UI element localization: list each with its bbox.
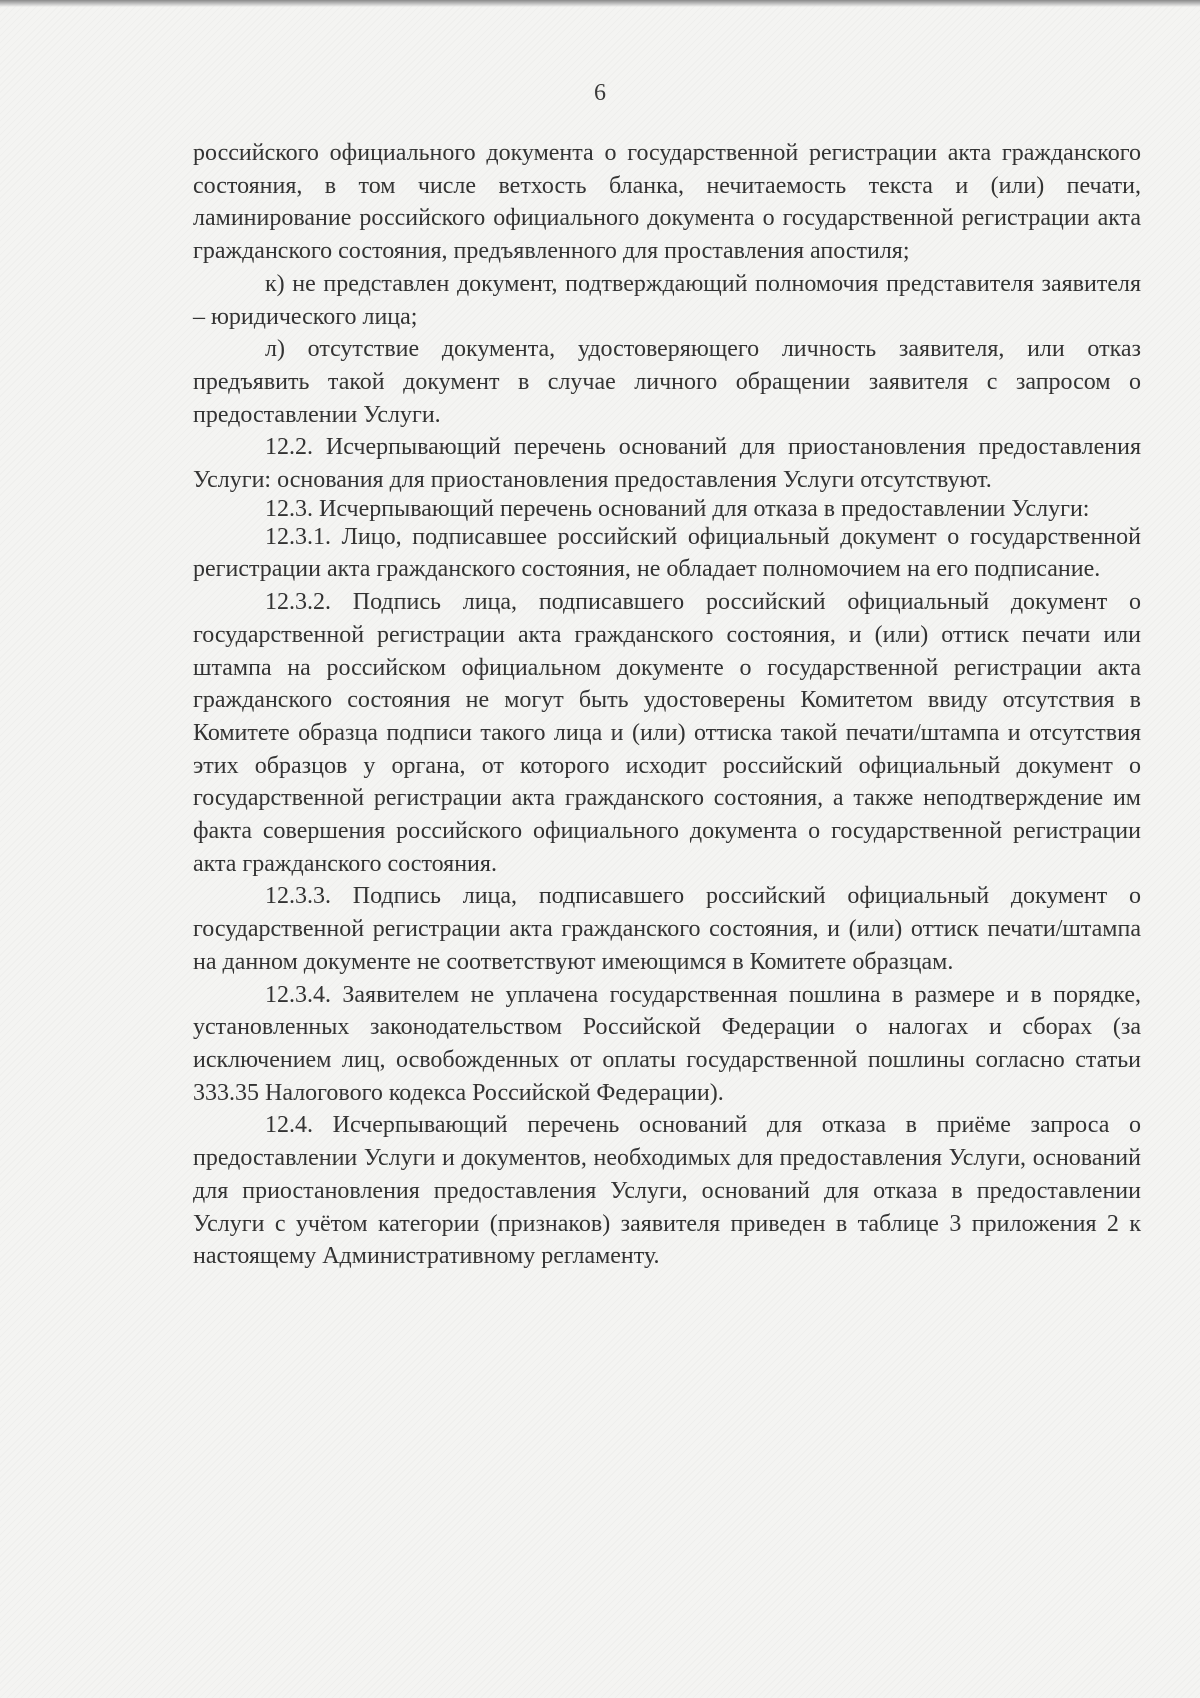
paragraph-12-4: 12.4. Исчерпывающий перечень оснований для отказа в приёме запроса о предоставлении Услуги и документов, необходимых для предоставления Услуги, оснований для приостановления предоставления Услуги, оснований для отказа в предоставлении Услуги с учётом категории (признаков) заявителя приведен в таблице 3 приложения 2 к настоящему Административному регламенту. <box>193 1112 1141 1270</box>
paragraph-12-3-3: 12.3.3. Подпись лица, подписавшего российский официальный документ о государственной регистрации акта гражданского состояния, и (или) оттиск печати/штампа на данном документе не соответствуют имеющимся в Комитете образцам. <box>193 883 1141 975</box>
paragraph-12-3: 12.3. Исчерпывающий перечень оснований для отказа в предоставлении Услуги: <box>265 495 1090 522</box>
paragraph-continuation: российского официального документа о государственной регистрации акта гражданского состояния, в том числе ветхость бланка, нечитаемость текста и (или) печати, ламинирование российского официального документа о государственной регистрации акта гражданского состояния, предъявленного для проставления апостиля; <box>193 140 1141 265</box>
page-number: 6 <box>594 80 606 106</box>
document-body <box>193 137 1141 1273</box>
scan-edge-shadow <box>0 0 1200 7</box>
paragraph-12-3-4: 12.3.4. Заявителем не уплачена государственная пошлина в размере и в порядке, установленных законодательством Российской Федерации о налогах и сборах (за исключением лиц, освобожденных от оплаты государственной пошлины согласно статьи 333.35 Налогового кодекса Российской Федерации). <box>193 981 1141 1106</box>
paragraph-12-2: 12.2. Исчерпывающий перечень оснований для приостановления предоставления Услуги: основания для приостановления предоставления Услуги отсутствуют. <box>193 434 1141 494</box>
paragraph-12-3-1: 12.3.1. Лицо, подписавшее российский официальный документ о государственной регистрации акта гражданского состояния, не обладает полномочием на его подписание. <box>193 523 1141 583</box>
paragraph-item-l: л) отсутствие документа, удостоверяющего личность заявителя, или отказ предъявить такой документ в случае личного обращении заявителя с запросом о предоставлении Услуги. <box>193 336 1141 428</box>
paragraph-12-3-2: 12.3.2. Подпись лица, подписавшего российский официальный документ о государственной регистрации акта гражданского состояния, и (или) оттиск печати или штампа на российском официальном документе о государственной регистрации акта гражданского состояния не могут быть удостоверены Комитетом ввиду отсутствия в Комитете образца подписи такого лица и (или) оттиска такой печати/штампа и отсутствия этих образцов у органа, от которого исходит российский официальный документ о государственной регистрации акта гражданского состояния, а также неподтверждение им факта совершения российского официального документа о государственной регистрации акта гражданского состояния. <box>193 589 1141 877</box>
paragraph-item-k: к) не представлен документ, подтверждающий полномочия представителя заявителя – юридического лица; <box>193 270 1141 330</box>
